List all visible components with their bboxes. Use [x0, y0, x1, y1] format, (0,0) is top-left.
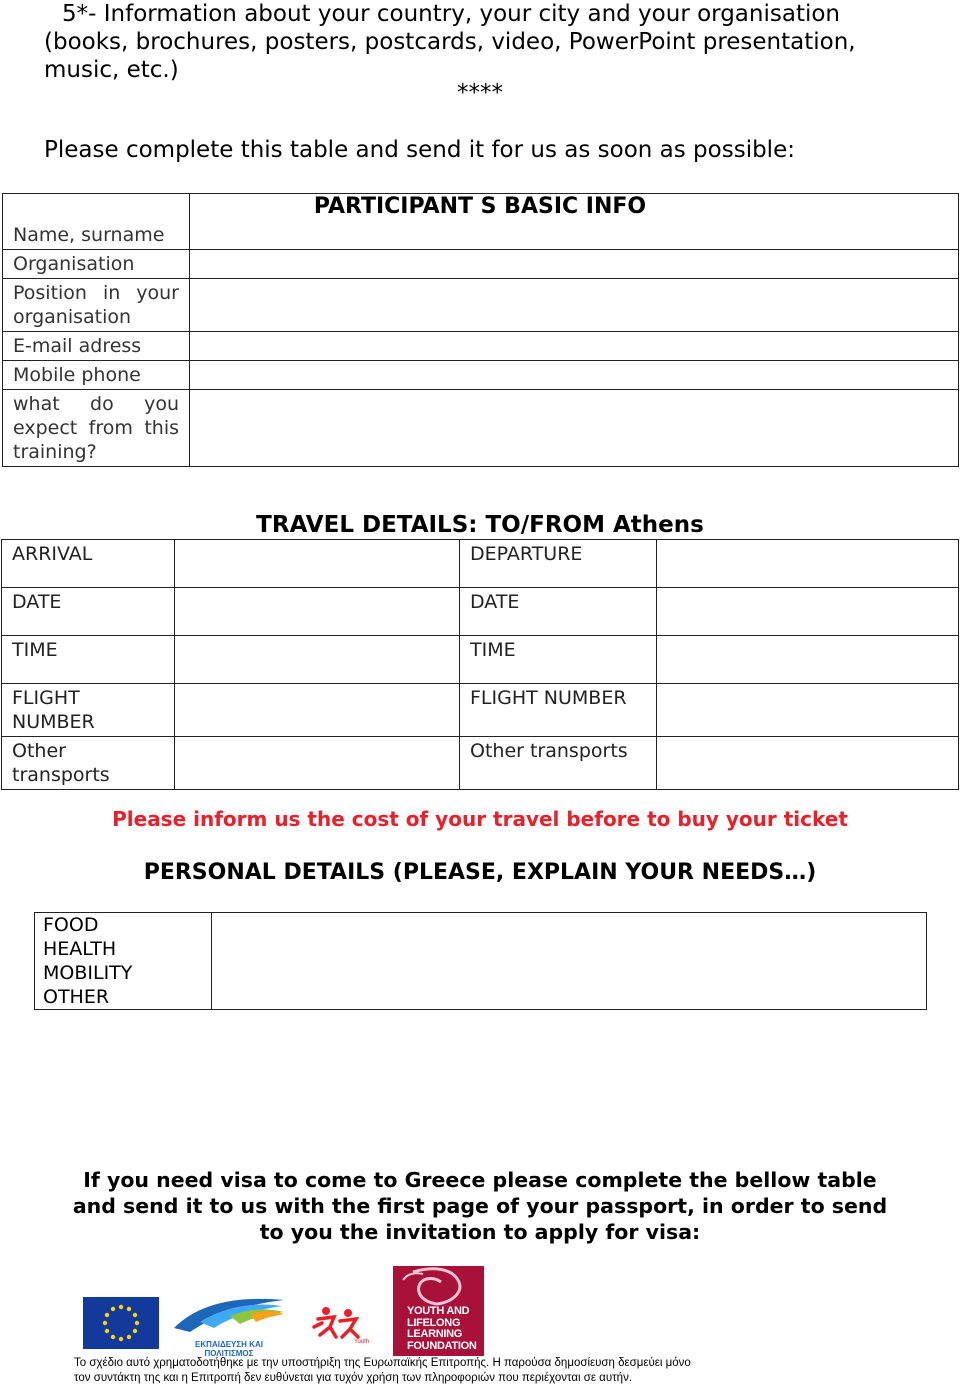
travel-title: TRAVEL DETAILS: TO/FROM Athens — [256, 512, 704, 538]
label-position: Position in your organisation — [3, 279, 190, 332]
label-departure-time: TIME — [460, 636, 657, 684]
input-departure-other[interactable] — [657, 737, 959, 790]
label-departure-flight: FLIGHT NUMBER — [460, 684, 657, 737]
label-mobility: MOBILITY — [43, 962, 133, 984]
label-arrival-date: DATE — [2, 588, 175, 636]
input-arrival-time[interactable] — [175, 636, 460, 684]
label-arrival-flight: FLIGHT NUMBER — [2, 684, 175, 737]
label-mobile: Mobile phone — [3, 361, 190, 390]
footer-disclaimer — [74, 1356, 894, 1386]
input-arrival-date[interactable] — [175, 588, 460, 636]
label-arrival: ARRIVAL — [2, 540, 175, 588]
input-organisation[interactable] — [190, 250, 959, 279]
intro-text — [44, 0, 924, 84]
foundation-text: YOUTH AND LIFELONG LEARNING FOUNDATION — [407, 1305, 477, 1352]
youth-logo — [312, 1305, 378, 1353]
label-food: FOOD — [43, 914, 99, 936]
label-other: OTHER — [43, 986, 110, 1008]
visa-instructions: If you need visa to come to Greece please complete the bellow table and send it to us with the first page of your passport, in order to send to you the invitation to apply for visa: — [72, 1168, 888, 1244]
input-arrival[interactable] — [175, 540, 460, 588]
input-departure[interactable] — [657, 540, 959, 588]
input-mobile[interactable] — [190, 361, 959, 390]
input-personal-needs[interactable] — [212, 913, 927, 1010]
label-departure: DEPARTURE — [460, 540, 657, 588]
ministry-swoosh-icon — [170, 1292, 288, 1336]
input-expectations[interactable] — [190, 390, 959, 467]
ministry-logo — [170, 1292, 288, 1358]
footer-line-1: Το σχέδιο αυτό χρηματοδοτήθηκε με την υποστήριξη της Ευρωπαϊκής Επιτροπής. Η παρούσα δημοσίευση δεσμεύει μόνο — [74, 1357, 691, 1369]
personal-details-title: PERSONAL DETAILS (PLEASE, EXPLAIN YOUR NEEDS…) — [143, 860, 817, 885]
intro-line-2: (books, brochures, posters, postcards, video, PowerPoint presentation, — [44, 29, 856, 55]
input-departure-time[interactable] — [657, 636, 959, 684]
label-arrival-time: TIME — [2, 636, 175, 684]
intro-line-3: music, etc.) — [44, 57, 179, 83]
youth-figures-icon — [312, 1305, 362, 1341]
basic-info-title: PARTICIPANT S BASIC INFO — [313, 194, 647, 219]
basic-info-table — [2, 193, 959, 467]
cost-notice: Please inform us the cost of your travel before to buy your ticket — [112, 807, 848, 831]
foundation-face-icon — [393, 1266, 484, 1306]
foundation-logo — [393, 1266, 484, 1356]
label-departure-other: Other transports — [460, 737, 657, 790]
input-arrival-flight[interactable] — [175, 684, 460, 737]
ministry-text: ΕΚΠΑΙΔΕΥΣΗ ΚΑΙ ΠΟΛΙΤΙΣΜΟΣ — [195, 1340, 263, 1358]
personal-needs-table — [34, 912, 927, 1010]
input-arrival-other[interactable] — [175, 737, 460, 790]
youth-text: Youth — [354, 1339, 370, 1345]
input-departure-date[interactable] — [657, 588, 959, 636]
label-email: E-mail adress — [3, 332, 190, 361]
input-departure-flight[interactable] — [657, 684, 959, 737]
input-position[interactable] — [190, 279, 959, 332]
label-arrival-other: Other transports — [2, 737, 175, 790]
label-departure-date: DATE — [460, 588, 657, 636]
travel-table — [1, 539, 959, 790]
input-email[interactable] — [190, 332, 959, 361]
label-name: Name, surname — [3, 194, 190, 250]
separator: **** — [457, 80, 503, 106]
footer-line-2: τον συντάκτη της και η Επιτροπή δεν ευθύνεται για τυχόν χρήση των πληροφοριών που περιέχονται σε αυτήν. — [74, 1372, 633, 1384]
intro-line-1: 5*- Information about your country, your city and your organisation — [62, 1, 841, 27]
eu-stars — [83, 1297, 159, 1349]
label-organisation: Organisation — [3, 250, 190, 279]
eu-flag-icon — [83, 1297, 159, 1349]
instruction-text: Please complete this table and send it for us as soon as possible: — [44, 137, 795, 163]
label-health: HEALTH — [43, 938, 117, 960]
label-expectations: what do you expect from this training? — [3, 390, 190, 467]
personal-needs-labels — [35, 913, 212, 1010]
